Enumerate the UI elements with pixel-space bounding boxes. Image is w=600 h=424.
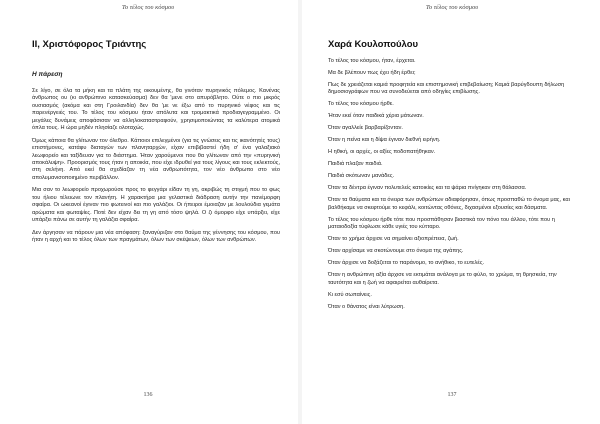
author-title-left: ΙΙ, Χριστόφορος Τριάντης <box>32 39 147 50</box>
paragraph: Όταν τα θαύματα και τα όνειρα των ανθρώπων αδιαφόρησαν, όπως προσπαθώ το όνομα μας, και βαλθήκαμε να σκεφτούμε το κεφάλι, κοιτώντας οθόνες, διχασμένοι εξουσίες και δάσματα. <box>328 197 570 211</box>
paragraph: Όταν άρχισε να δοξάζεται το παράνομο, το ανήθικο, το ευτελές. <box>328 260 485 267</box>
paragraph: Σε λίγο, σε όλα τα μήκη και τα πλάτη της οικουμένης, θα γινόταν πυρηνικός πόλεμος. Κανένας άνθρωπος ου (κι ανθρώπινο κατασκεύασμα) δεν θα 'μενε στο απυρόβλητο. Ούτε ο πιο μικρός ουσιασμός (ακόμα και στη Γροιλανδία) δεν θα 'με νε έξω από το πυρηνικό νέφος και τις παρενέργειές του. Το τέλος του κόσμου ήταν απόλυτα και τρομακτικά προδιαγεγραμμένο. Οι μεγάλες δυνάμεις αποφάσισαν να αλληλοκαταστραφούν, χρησιμοποιώντας τα καλύτερα ατομικά όπλα τους. Η ώρα μηδέν πλησίαζε ολοταχώς. <box>32 88 280 132</box>
paragraph: Το τέλος του κόσμου ήρθε τότε που προσπάθησαν βιαστικά τον πόνο του άλλου, τότε που η ματαιοδοξία τύφλωσε κάθε υγιές του κύτταρο. <box>328 216 555 231</box>
paragraph: Παιδιά σκότωναν μανάδες. <box>328 173 395 180</box>
left-page <box>0 0 296 424</box>
paragraph: Πως δε χρειάζεται καμιά προφητεία και επιστημονική επιβεβαίωση; Καμιά βαρύγδουπη δήλωση δημοσιογράφων που να συνοδεύεται από οδηγίες επιβίωσης. <box>328 82 565 96</box>
paragraph: Ήταν εκεί όταν παιδικά χέρια μάτωναν. <box>328 113 424 120</box>
paragraph: Κι εσύ σωπαίνεις. <box>328 291 372 298</box>
paragraph: Όταν η ανθρώπινη αξία άρχισε να εκτιμάται ανάλογα με το φύλο, το χρώμα, τη θρησκεία, την ταυτότητα και η ζωή να αφαιρείται αυθαίρετα. <box>328 272 557 286</box>
right-body-text <box>328 58 578 316</box>
paragraph: Το τέλος του κόσμου ήρθε. <box>328 101 394 108</box>
book-gutter <box>298 0 302 424</box>
paragraph: Όταν αρχίσαμε να σκοτώνουμε στο όνομα της αγάπης. <box>328 248 464 255</box>
paragraph: Μα δε βλέπουν πως έχει ήδη έρθει; <box>328 70 416 76</box>
paragraph: Όταν το χρήμα άρχισε να σημαίνει αξιοπρέπεια, ζωή. <box>328 236 459 243</box>
paragraph: Όταν ο θάνατος είναι λύτρωση. <box>328 303 405 310</box>
page-number-right: 137 <box>447 392 457 398</box>
running-head-left: Το τέλος του κόσμου <box>121 4 175 11</box>
paragraph: Όταν τα δέντρα έγιναν πολυτελείς κατοικίες και τα ψάρια πνίγηκαν στη θάλασσα. <box>328 185 527 192</box>
author-title-right: Χαρά Κουλοπούλου <box>328 39 419 50</box>
paragraph: Όταν η πείνα και η δίψα έγιναν διεθνή ειρήνη. <box>328 137 441 144</box>
paragraph: Μια σαν το λεωφορείο προχωρούσε προς το φεγγάρι είδαν τη γη, ακριβώς τη στιγμή που το φως του ήλιου τέλειωνε τον πλανήτη. Η χαρακτήρα μια γελαστικά διάδραση αυτήν την πανέμορφη σφαίρα. Οι ωκεανοί έγιναν πιο φωτεινοί και πιο γαλάζιοι. Οι ήπειροι έμοιαζαν με λουλούδια γεμάτα αρώματα και φωταψίες. Ποτέ δεν είχαν δει τη γη από τόσο ψηλά. Ο ζι όμορφο είχε υπάρξει, είχε υπάρξει πάνω σε αυτήν τη γαλάζια σφαίρα. <box>32 187 280 224</box>
paragraph: Δεν άργησαν να πάρουν μια νέα απόφαση: ξαναγύριζαν στο θαύμα της γέννησης του κόσμου, που ήταν η αρχή και το τέλος όλων των πραγμάτων, όλων των σκέψεων, όλων των ανθρώπων. <box>32 229 280 244</box>
paragraph: Όμως κάποια θα γλίτωναν τον όλεθρο. Κάποιοι επιλεγμένοι (για τις γνώσεις και τις ικανότητές τους) επιστήμονες, κατάφυ διαταγών των πλανηταρχών, είχαν επιβιβαστεί ήδη σ' ένα γαλαξιακό λεωφορείο και ταξίδευαν για το διάστημα. Ήταν χαρούμενοι που θα γλίτωναν από την «πυρηνική αποκάλυψη». Προορισμός τους ήταν η αποικία, που είχε ιδρυθεί για τους λίγους και τους εκλεκτούς, στη σελήνη. Από εκεί θα σχεδίαζαν τη νέα ανθρωπότητα, τον νέο άνθρωπο στο νέο απολυμανισοποιημένο περιβάλλον. <box>32 137 280 181</box>
paragraph: Το τέλος του κόσμου, ήταν, έρχεται. <box>328 58 416 64</box>
right-page <box>304 0 600 424</box>
paragraph: Όταν αγαλλείε βαρβαρίζονταν. <box>328 125 403 132</box>
running-head-right: Το τέλος του κόσμου <box>425 4 479 11</box>
left-body-text <box>32 88 280 250</box>
paragraph: Η ηθική, οι αρχές, οι αξίες ποδοπατήθηκαν. <box>328 149 436 156</box>
story-subheading: Η πάρεση <box>32 71 63 78</box>
paragraph: Παιδιά πλαζαν παιδιά. <box>328 161 383 168</box>
page-number-left: 136 <box>143 392 153 398</box>
